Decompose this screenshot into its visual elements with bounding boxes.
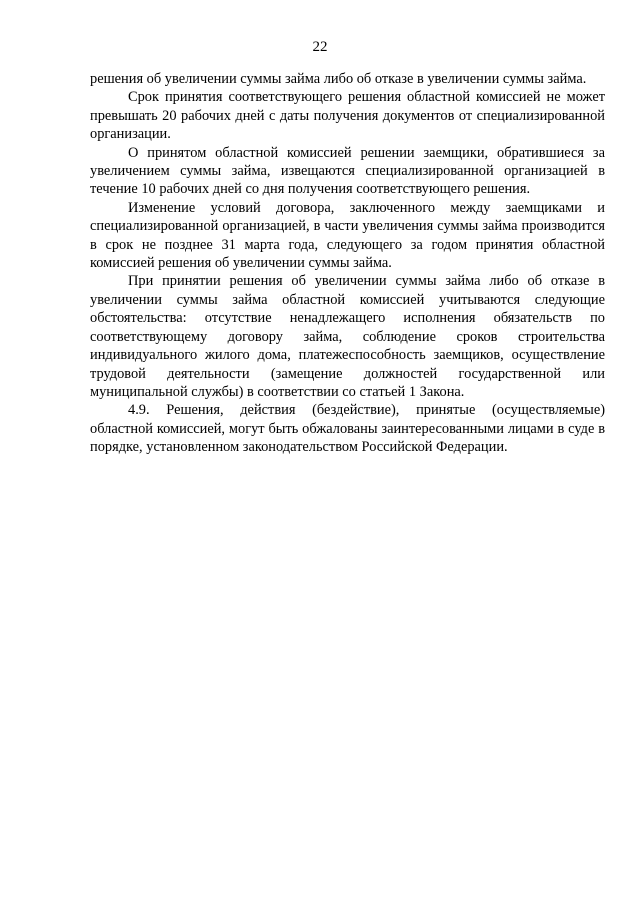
paragraph-1: решения об увеличении суммы займа либо об отказе в увеличении суммы займа. <box>90 71 587 87</box>
paragraph-4: Изменение условий договора, заключенного между заемщиками и специализированной организацией, в части увеличения суммы займа производится в срок не позднее 31 марта года, следующего за годом принятия областной комиссией решения об увеличении суммы займа. <box>90 199 605 272</box>
document-body <box>90 70 605 457</box>
paragraph-5: При принятии решения об увеличении суммы займа либо об отказе в увеличении суммы займа областной комиссией учитываются следующие обстоятельства: отсутствие ненадлежащего исполнения обязательств по соответствующему договору займа, соблюдение сроков строительства индивидуального жилого дома, платежеспособность заемщиков, осуществление трудовой деятельности (замещение должностей государственной или муниципальной службы) в соответствии со статьей 1 Закона. <box>90 273 605 400</box>
paragraph-3: О принятом областной комиссией решении заемщики, обратившиеся за увеличением суммы займа, извещаются специализированной организацией в течение 10 рабочих дней со дня получения соответствующего решения. <box>90 144 605 198</box>
page-number: 22 <box>312 39 328 55</box>
paragraph-6: 4.9. Решения, действия (бездействие), принятые (осуществляемые) областной комиссией, могут быть обжалованы заинтересованными лицами в суде в порядке, установленном законодательством Российской Федерации. <box>90 402 605 456</box>
paragraph-2: Срок принятия соответствующего решения областной комиссией не может превышать 20 рабочих дней с даты получения документов от специализированной организации. <box>90 89 605 143</box>
